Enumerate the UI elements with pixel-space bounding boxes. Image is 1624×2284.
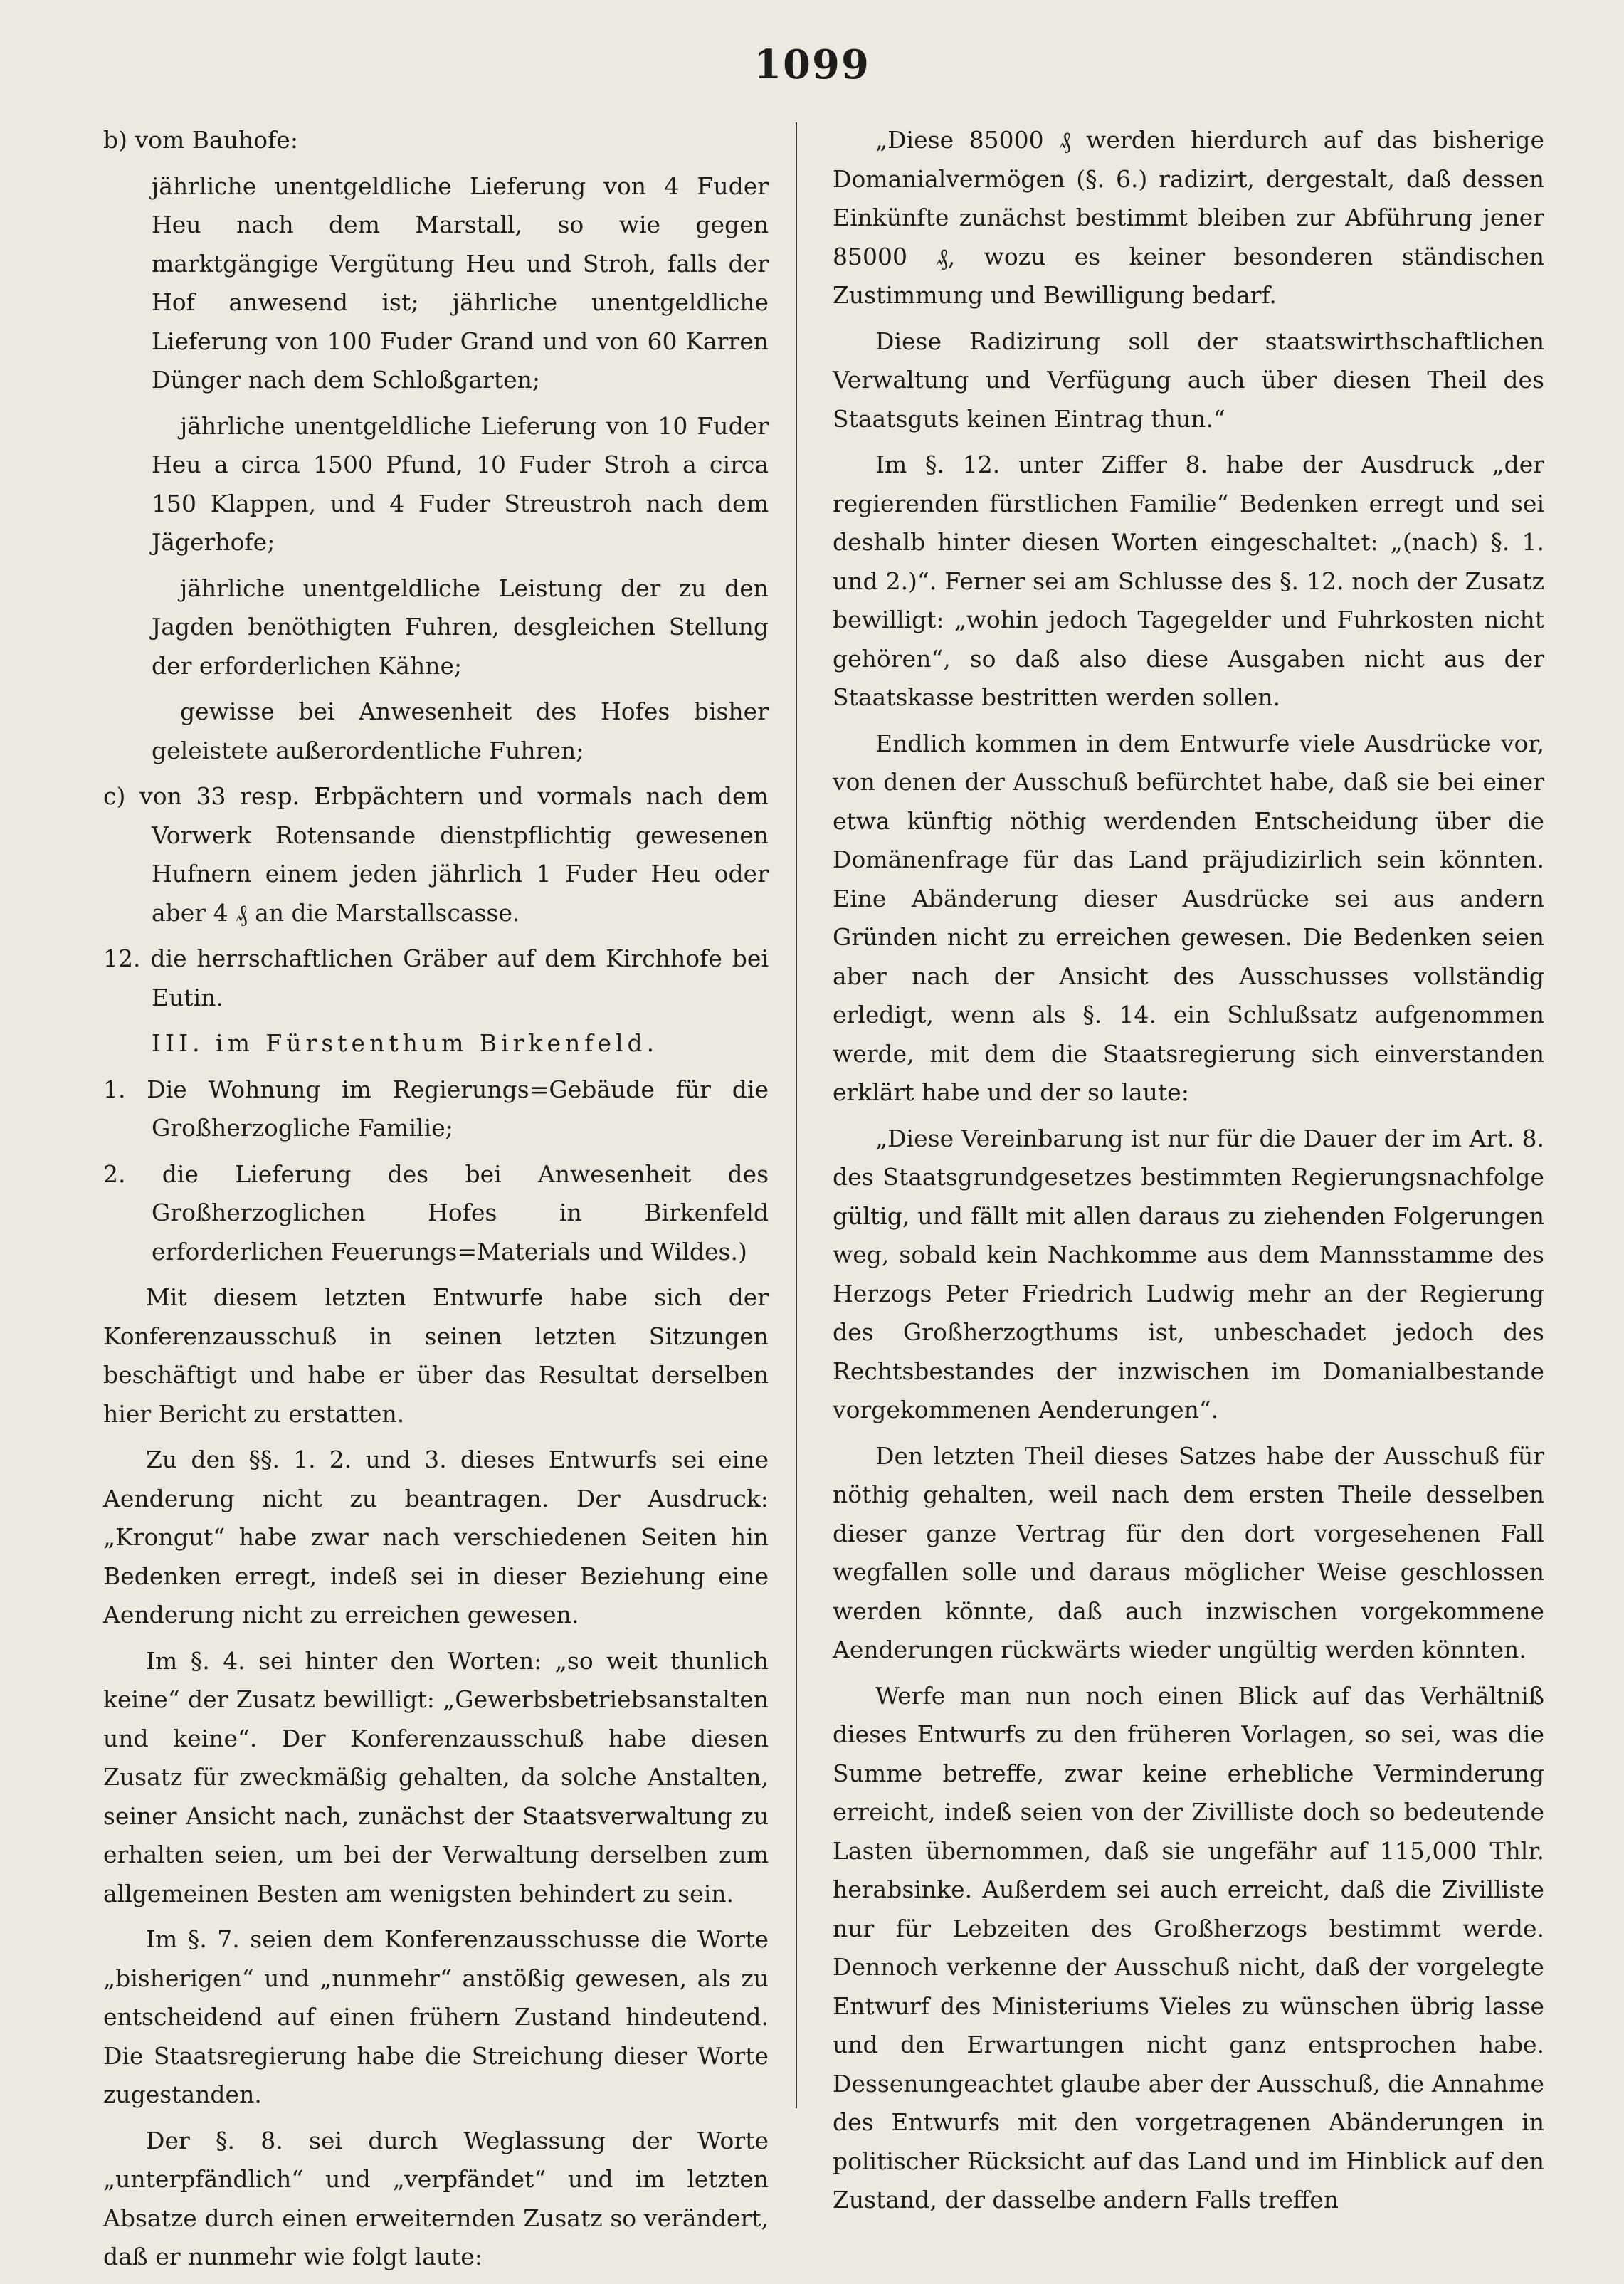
paragraph: Mit diesem letzten Entwurfe habe sich der Konferenzausschuß in seinen letzten Sitzungen beschäftigt und habe er über das Resultat derselben hier Bericht zu erstatten. [103, 1283, 769, 1428]
page-number: 1099 [754, 41, 870, 88]
list-item-birkenfeld-2: 2. die Lieferung des bei Anwesenheit des Großherzoglichen Hofes in Birkenfeld erforderlichen Feuerungs=Materials und Wildes.) [103, 1159, 769, 1265]
column-divider [796, 122, 797, 2108]
left-column [103, 121, 769, 2284]
quoted-paragraph: Diese Radizirung soll der staatswirthschaftlichen Verwaltung und Verfügung auch über diesen Theil des Staatsguts keinen Eintrag thun.“ [833, 327, 1544, 433]
list-item-c: c) von 33 resp. Erbpächtern und vormals nach dem Vorwerk Rotensande dienstpflichtig gewesenen Hufnern einem jeden jährlich 1 Fuder Heu oder aber 4 ₰ an die Marstallscasse. [103, 782, 769, 927]
paragraph: Den letzten Theil dieses Satzes habe der Ausschuß für nöthig gehalten, weil nach dem ersten Theile desselben dieser ganze Vertrag für den dort vorgesehenen Fall wegfallen solle und daraus möglicher Weise geschlossen werden könnte, daß auch inzwischen vorgekommene Aenderungen rückwärts wieder ungültig werden könnten. [833, 1441, 1544, 1663]
list-item-12: 12. die herrschaftlichen Gräber auf dem Kirchhofe bei Eutin. [103, 944, 769, 1011]
quoted-paragraph: „Diese 85000 ₰ werden hierdurch auf das bisherige Domanialvermögen (§. 6.) radizirt, dergestalt, daß dessen Einkünfte zunächst bestimmt bleiben zur Abführung jener 85000 ₰, wozu es keiner besonderen ständischen Zustimmung und Bewilligung bedarf. [833, 126, 1544, 309]
paragraph: Endlich kommen in dem Entwurfe viele Ausdrücke vor, von denen der Ausschuß befürchtet habe, daß sie bei einer etwa künftig nöthig werdenden Entscheidung über die Domänenfrage für das Land präjudizirlich sein könnten. Eine Abänderung dieser Ausdrücke sei aus andern Gründen nicht zu erreichen gewesen. Die Bedenken seien aber nach der Ansicht des Ausschusses vollständig erledigt, wenn als §. 14. ein Schlußsatz aufgenommen werde, mit dem die Staatsregierung sich einverstanden erklärt habe und der so laute: [833, 729, 1544, 1106]
quoted-paragraph: „Diese Vereinbarung ist nur für die Dauer der im Art. 8. des Staatsgrundgesetzes bestimmten Regierungsnachfolge gültig, und fällt mit allen daraus zu ziehenden Folgerungen weg, sobald kein Nachkomme aus dem Mannsstamme des Herzogs Peter Friedrich Ludwig mehr an der Regierung des Großherzogthums ist, unbeschadet jedoch des Rechtsbestandes der inzwischen im Domanialbestande vorgekommenen Aenderungen“. [833, 1124, 1544, 1423]
list-item-b-paragraph-1: jährliche unentgeldliche Lieferung von 4 Fuder Heu nach dem Marstall, so wie gegen marktgängige Vergütung Heu und Stroh, falls der Hof anwesend ist; jährliche unentgeldliche Lieferung von 100 Fuder Grand und von 60 Karren Dünger nach dem Schloßgarten; [152, 172, 769, 394]
section-heading-birkenfeld: III. im Fürstenthum Birkenfeld. [152, 1029, 659, 1057]
paragraph: Zu den §§. 1. 2. und 3. dieses Entwurfs sei eine Aenderung nicht zu beantragen. Der Ausdruck: „Krongut“ habe zwar nach verschiedenen Seiten hin Bedenken erregt, indeß sei in dieser Beziehung eine Aenderung nicht zu erreichen gewesen. [103, 1446, 769, 1628]
paragraph: Im §. 12. unter Ziffer 8. habe der Ausdruck „der regierenden fürstlichen Familie“ Bedenken erregt und sei deshalb hinter diesen Worten eingeschaltet: „(nach) §. 1. und 2.)“. Ferner sei am Schlusse des §. 12. noch der Zusatz bewilligt: „wohin jedoch Tagegelder und Fuhrkosten nicht gehören“, so daß also diese Ausgaben nicht aus der Staatskasse bestritten werden sollen. [833, 451, 1544, 711]
list-item-b-heading: b) vom Bauhofe: [103, 126, 298, 154]
right-column [833, 121, 1544, 2227]
list-item-b-paragraph-3: jährliche unentgeldliche Leistung der zu den Jagden benöthigten Fuhren, desgleichen Stellung der erforderlichen Kähne; [152, 574, 769, 680]
list-item-b-paragraph-4: gewisse bei Anwesenheit des Hofes bisher geleistete außerordentliche Fuhren; [152, 698, 769, 764]
list-item-birkenfeld-1: 1. Die Wohnung im Regierungs=Gebäude für die Großherzogliche Familie; [103, 1075, 769, 1142]
paragraph: Im §. 7. seien dem Konferenzausschusse die Worte „bisherigen“ und „nunmehr“ anstößig gewesen, als zu entscheidend auf einen frühern Zustand hindeutend. Die Staatsregierung habe die Streichung dieser Worte zugestanden. [103, 1925, 769, 2108]
paragraph: Im §. 4. sei hinter den Worten: „so weit thunlich keine“ der Zusatz bewilligt: „Gewerbsbetriebsanstalten und keine“. Der Konferenzausschuß habe diesen Zusatz für zweckmäßig gehalten, da solche Anstalten, seiner Ansicht nach, zunächst der Staatsverwaltung zu erhalten seien, um bei der Verwaltung derselben zum allgemeinen Besten am wenigsten behindert zu sein. [103, 1646, 769, 1907]
list-item-b-paragraph-2: jährliche unentgeldliche Lieferung von 10 Fuder Heu a circa 1500 Pfund, 10 Fuder Stroh a circa 150 Klappen, und 4 Fuder Streustroh nach dem Jägerhofe; [152, 411, 769, 556]
paragraph: Der §. 8. sei durch Weglassung der Worte „unterpfändlich“ und „verpfändet“ und im letzten Absatze durch einen erweiternden Zusatz so verändert, daß er nunmehr wie folgt laute: [103, 2126, 769, 2270]
paragraph: Werfe man nun noch einen Blick auf das Verhältniß dieses Entwurfs zu den früheren Vorlagen, so sei, was die Summe betreffe, zwar keine erhebliche Verminderung erreicht, indeß seien von der Zivilliste doch so bedeutende Lasten übernommen, daß sie ungefähr auf 115,000 Thlr. herabsinke. Außerdem sei auch erreicht, daß die Zivilliste nur für Lebzeiten des Großherzogs bestimmt werde. Dennoch verkenne der Ausschuß nicht, daß der vorgelegte Entwurf des Ministeriums Vieles zu wünschen übrig lasse und den Erwartungen nicht ganz entsprochen habe. Dessenungeachtet glaube aber der Ausschuß, die Annahme des Entwurfs mit den vorgetragenen Abänderungen in politischer Rücksicht auf das Land und im Hinblick auf den Zustand, der dasselbe andern Falls treffen [833, 1681, 1544, 2214]
